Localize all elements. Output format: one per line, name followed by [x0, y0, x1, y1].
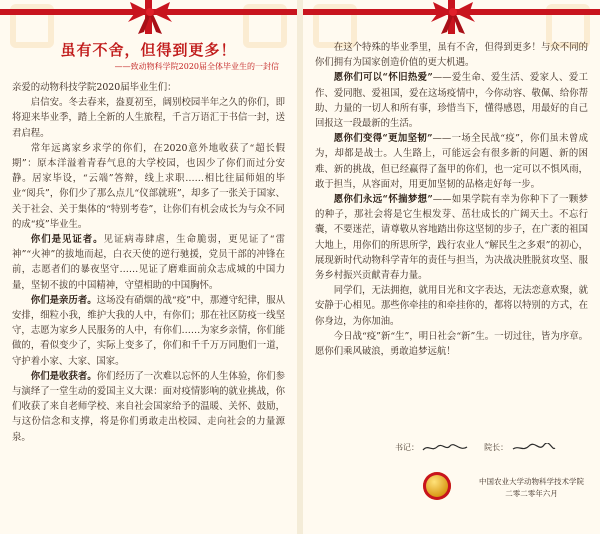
section-heading: 你们是见证者。	[30, 234, 104, 246]
footer-date: 二零二零年六月	[505, 489, 558, 498]
letter-page-right	[303, 0, 600, 534]
letter-footer	[479, 476, 584, 500]
wish-dream	[315, 192, 588, 283]
signature-label-dean: 院长：	[484, 443, 509, 452]
section-heading: 你们是亲历者。	[30, 294, 97, 306]
section-text: ——一场全民战“疫”，你们虽未曾成为，却都是战士。人生路上，可能远会有很多新的问题、新的困难、新的挑战，但已经赢得了盔甲的你们，也一定可以不惧风雨，敢于担当，从容面对，用更加坚韧的品格走好每一步。	[315, 133, 588, 190]
handwritten-signature-icon	[511, 443, 557, 453]
section-text: ——如果学院有幸为你种下了一颗梦的种子，那社会将是它生根发芽、茁壮成长的广阔天土。不忘行囊，不要迷茫，请尊敬从容地踏出你这坚韧的步子，在广袤的祖国大地上，用你们的所思所学，践行农业人“解民生之多艰”的初心，展现新时代动物科学青年的责任与担当，为决战决胜脱贫攻坚、服务乡村振兴贡献青春力量。	[315, 194, 588, 282]
section-gainer	[12, 369, 285, 445]
signatures	[395, 442, 557, 453]
paragraph: 常年远离家乡求学的你们，在2020意外地收获了“超长假期”：原本洋溢着青春气息的大学校园，也因少了你们而过分安静。居家毕设，“云端”答辩，线上求职……相比往届师姐的毕业“阅兵”，你们少了那么点儿“仪部就班”，却多了一张关于国家、关于社会、关于集体的“特别考卷”，让你们有机会成长为与众不同的成“疫”毕业生。	[12, 142, 285, 230]
section-heading: 你们是收获者。	[30, 370, 97, 382]
letter-title: 虽有不舍，但得到更多！	[60, 41, 237, 59]
gold-seal-icon	[423, 472, 451, 500]
section-experiencer	[12, 293, 285, 369]
intro-paragraph: 在这个特殊的毕业季里，虽有不舍，但得到更多！与众不同的你们拥有为国家创造价值的更大机遇。	[315, 42, 588, 69]
letter-page-left	[0, 0, 297, 534]
greeting: 亲爱的动物科技学院2020届毕业生们：	[12, 82, 177, 93]
section-heading: 愿你们可以“怀旧热爱”	[333, 72, 433, 84]
handwritten-signature-icon	[422, 443, 468, 453]
ribbon-bow-icon	[126, 0, 174, 34]
signature-label-party: 书记：	[395, 443, 419, 452]
section-text: 见证病毒肆虐，生命脆弱，更见证了“雷神”“火神”的拔地而起，白衣天使的逆行驰援，党员干部的冲锋在前，志愿者们的暴夜坚守……见证了磨难面前众志成城的中国力量，坚韧不拔的中国精神，守望相助的中国胸怀。	[12, 234, 285, 291]
paragraph: 启信安。冬去春来，盎夏初至，阔别校园半年之久的你们，即将迎来毕业季，踏上全新的人生旅程，千言万语汇于书信一封，送君启程。	[12, 97, 285, 139]
section-text: ——爱生命、爱生活、爱家人、爱工作、爱同胞、爱祖国，爱在这场疫情中，今你动容、敬佩、给你帮助、力量的一切人和所有事，珍惜当下，懂得感恩，用最好的自己回报这一段最新的生活。	[315, 72, 588, 130]
letter-subtitle: ——致动物科学院2020届全体毕业生的一封信	[114, 62, 279, 71]
closing-paragraph: 同学们，无法拥抱，就用目光和文字表达，无法恋意欢聚，就安静于心相见。那些你牵挂的和牵挂你的，都将以特别的方式，在你身边，为你加油。	[315, 285, 588, 327]
footer-org: 中国农业大学动物科学技术学院	[479, 477, 584, 486]
section-witness	[12, 232, 285, 293]
ribbon-bow-icon	[429, 0, 477, 34]
wish-love	[315, 70, 588, 131]
section-text: 你们经历了一次难以忘怀的人生体验，你们参与演绎了一堂生动的爱国主义大课：面对疫情影响的就业挑战，你们收获了来自老师学校、来自社会国家给予的温暖、关怀、鼓励，与这份信念和支撑，将是你们勇敢走出校园、走向社会的力量源泉。	[12, 370, 285, 443]
section-heading: 愿你们变得“更加坚韧”	[333, 133, 433, 145]
section-text: 这场没有硝烟的战“疫”中，那遵守纪律，服从安排，细粒小我，维护大我的人中，有你们；那在社区防疫一线坚守，志愿为家乡人民服务的人中，有你们……为家乡亲情，你们能做的，看似变少了，实际上变多了，你们和千千万万同胞们一道，守护着小家、大家、国家。	[12, 294, 285, 367]
letter-body-left	[12, 40, 285, 445]
letter-body-right	[315, 40, 588, 359]
section-heading: 愿你们永远“怀揣梦想”	[333, 194, 433, 206]
closing-paragraph: 今日战“疫”新“生”，明日社会“新”生。一切过往，皆为序章。愿你们乘风破浪，勇敢追梦远航！	[315, 330, 588, 358]
wish-resilient	[315, 131, 588, 192]
